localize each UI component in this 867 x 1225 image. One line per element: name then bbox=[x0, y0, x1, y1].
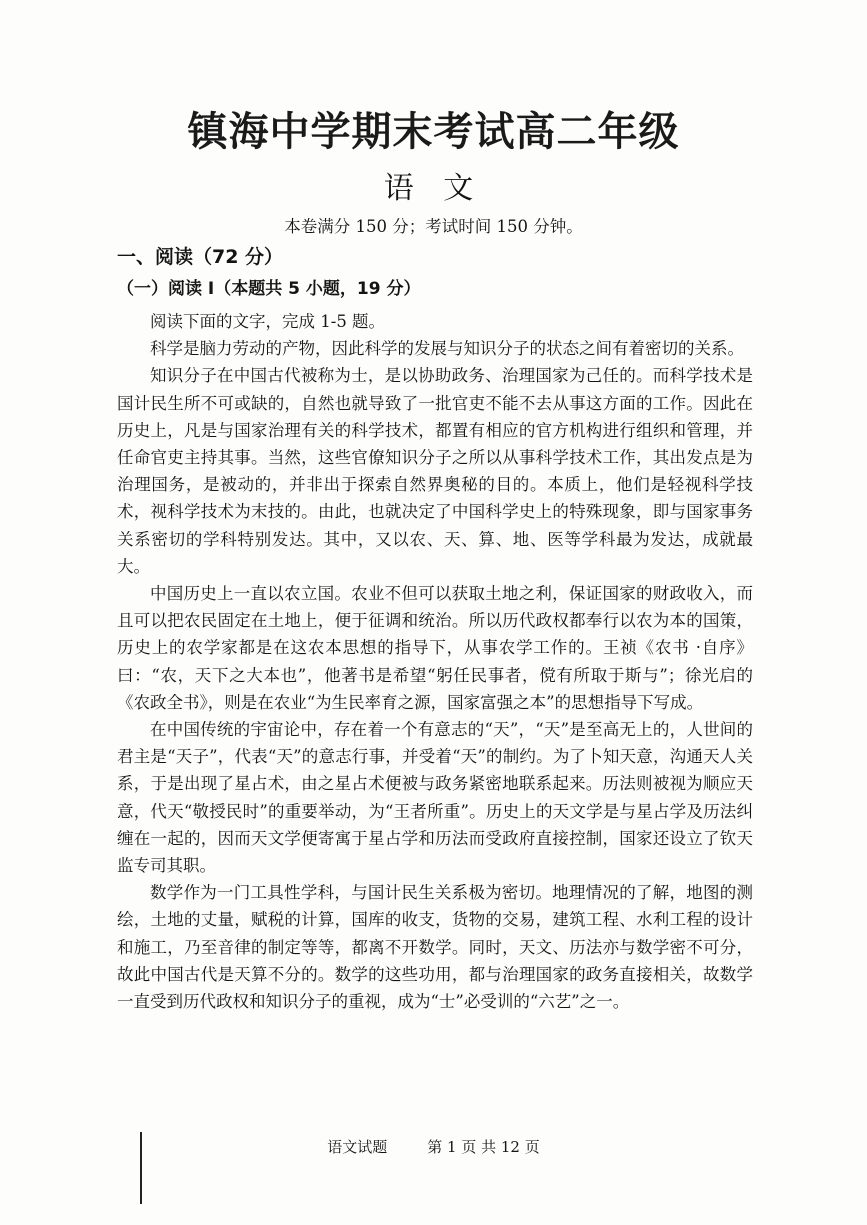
passage-paragraph: 中国历史上一直以农立国。农业不但可以获取土地之利，保证国家的财政收入，而且可以把农民固定在土地上，便于征调和统治。所以历代政权都奉行以农为本的国策，历史上的农学家都是在这农本思想的指导下，从事农学工作的。王祯《农书 ·自序》曰：“农，天下之大本也”，他著书是希望“躬任民事者，傥有所取于斯与”；徐光启的《农政全书》，则是在农业“为生民率育之源，国家富强之本”的思想指导下写成。 bbox=[117, 584, 753, 712]
page-footer bbox=[0, 1136, 867, 1157]
footer-page-info: 第 1 页 共 12 页 bbox=[427, 1138, 540, 1156]
passage-paragraph: 数学作为一门工具性学科，与国计民生关系极为密切。地理情况的了解，地图的测绘，土地的丈量，赋税的计算，国库的收支，货物的交易，建筑工程、水利工程的设计和施工，乃至音律的制定等等，都离不开数学。同时，天文、历法亦与数学密不可分，故此中国古代是天算不分的。数学的这些功用，都与治理国家的政务直接相关，故数学一直受到历代政权和知识分子的重视，成为“士”必受训的“六艺”之一。 bbox=[117, 883, 753, 1012]
footer-subject-label: 语文试题 bbox=[327, 1138, 388, 1156]
section-heading: 一、阅读（72 分） bbox=[117, 246, 284, 268]
exam-title: 镇海中学期末考试高二年级 bbox=[187, 109, 680, 155]
passage-paragraph: 在中国传统的宇宙论中，存在着一个有意志的“天”，“天”是至高无上的，人世间的君主是“天子”，代表“天”的意志行事，并受着“天”的制约。为了卜知天意，沟通天人关系，于是出现了星占术，由之星占术便被与政务紧密地联系起来。历法则被视为顺应天意，代天“敬授民时”的重要举动，为“王者所重”。历史上的天文学是与星占学及历法纠缠在一起的，因而天文学便寄寓于星占学和历法而受政府直接控制，国家还设立了钦天监专司其职。 bbox=[117, 720, 753, 876]
subject-title: 语 文 bbox=[383, 171, 484, 206]
exam-info: 本卷满分 150 分；考试时间 150 分钟。 bbox=[284, 217, 583, 236]
reading-passage bbox=[117, 308, 753, 1015]
subsection-heading: （一）阅读 I（本题共 5 小题，19 分） bbox=[117, 279, 421, 299]
passage-paragraph: 科学是脑力劳动的产物，因此科学的发展与知识分子的状态之间有着密切的关系。 bbox=[150, 339, 744, 359]
passage-paragraph: 知识分子在中国古代被称为士，是以协助政务、治理国家为己任的。而科学技术是国计民生所不可或缺的，自然也就导致了一批官吏不能不去从事这方面的工作。因此在历史上，凡是与国家治理有关的科学技术，都置有相应的官方机构进行组织和管理，并任命官吏主持其事。当然，这些官僚知识分子之所以从事科学技术工作，其出发点是为治理国务，是被动的，并非出于探索自然界奥秘的目的。本质上，他们是轻视科学技术，视科学技术为末技的。由此，也就决定了中国科学史上的特殊现象，即与国家事务关系密切的学科特别发达。其中，又以农、天、算、地、医等学科最为发达，成就最大。 bbox=[117, 366, 753, 576]
instruction-paragraph: 阅读下面的文字，完成 1-5 题。 bbox=[150, 312, 386, 331]
